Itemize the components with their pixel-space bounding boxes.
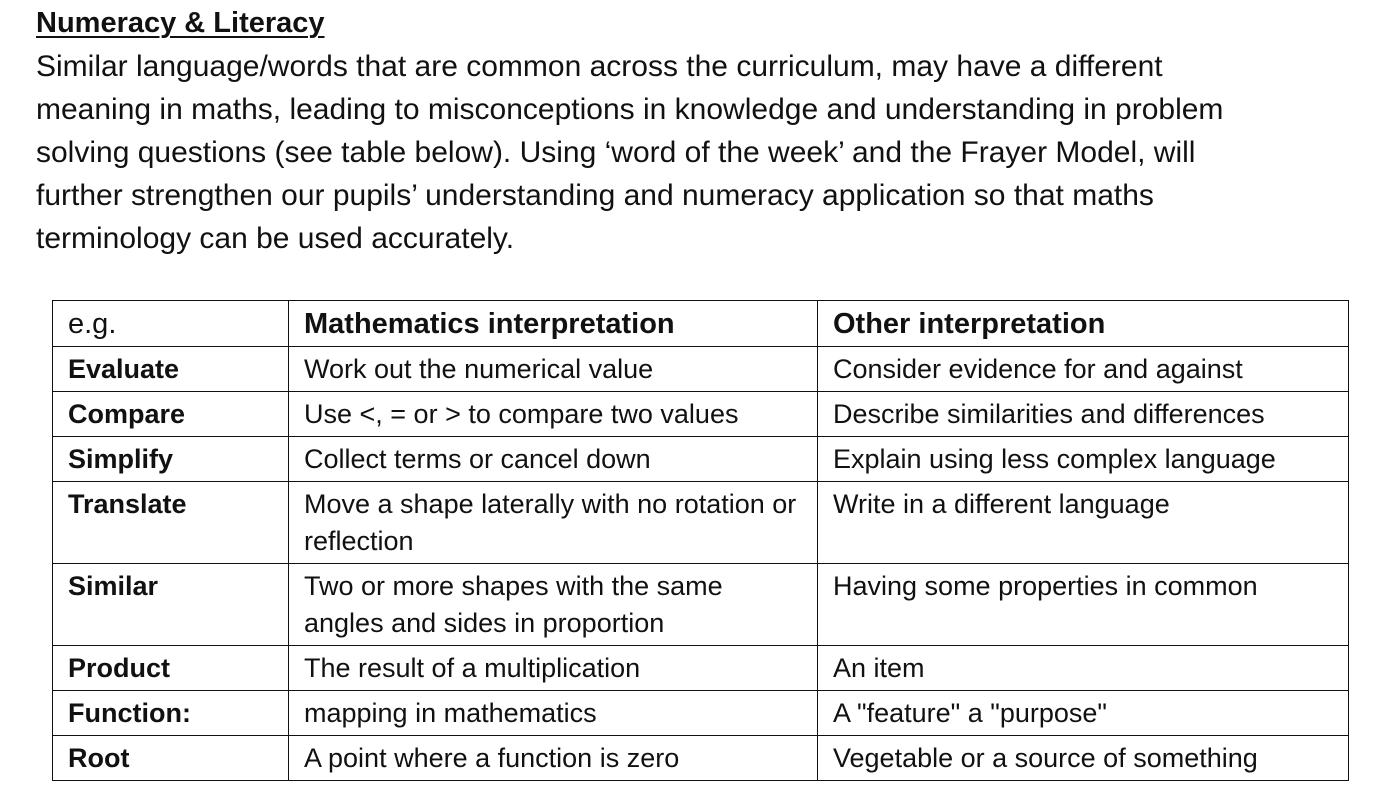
- header-example: e.g.: [53, 301, 289, 347]
- table-row: [53, 392, 1349, 437]
- term-cell: Similar: [53, 564, 289, 646]
- other-meaning-cell: Explain using less complex language: [818, 437, 1349, 482]
- table-row: [53, 691, 1349, 736]
- other-meaning-cell: Having some properties in common: [818, 564, 1349, 646]
- intro-line: meaning in maths, leading to misconceptions in knowledge and understanding in problem: [36, 93, 1224, 126]
- other-meaning-cell: Consider evidence for and against: [818, 347, 1349, 392]
- term-cell: Translate: [53, 482, 289, 564]
- math-meaning-cell: Move a shape laterally with no rotation or reflection: [289, 482, 818, 564]
- document-body: [36, 4, 1366, 260]
- table-row: [53, 347, 1349, 392]
- math-meaning-cell: Use <, = or > to compare two values: [289, 392, 818, 437]
- math-meaning-cell: A point where a function is zero: [289, 736, 818, 781]
- intro-line: terminology can be used accurately.: [36, 222, 515, 255]
- math-meaning-cell: Collect terms or cancel down: [289, 437, 818, 482]
- header-math-interpretation: Mathematics interpretation: [289, 301, 818, 347]
- term-cell: Function:: [53, 691, 289, 736]
- other-meaning-cell: Vegetable or a source of something: [818, 736, 1349, 781]
- math-meaning-cell: The result of a multiplication: [289, 646, 818, 691]
- table-row: [53, 736, 1349, 781]
- math-meaning-cell: Two or more shapes with the same angles and sides in proportion: [289, 564, 818, 646]
- terms-table: [52, 300, 1349, 781]
- math-meaning-cell: mapping in mathematics: [289, 691, 818, 736]
- other-meaning-cell: Describe similarities and differences: [818, 392, 1349, 437]
- other-meaning-cell: A "feature" a "purpose": [818, 691, 1349, 736]
- intro-line: further strengthen our pupils’ understanding and numeracy application so that maths: [36, 179, 1154, 212]
- term-cell: Product: [53, 646, 289, 691]
- intro-paragraph: [36, 45, 1336, 260]
- math-meaning-cell: Work out the numerical value: [289, 347, 818, 392]
- header-other-interpretation: Other interpretation: [818, 301, 1349, 347]
- table-header-row: [53, 301, 1349, 347]
- term-cell: Root: [53, 736, 289, 781]
- other-meaning-cell: An item: [818, 646, 1349, 691]
- intro-line: solving questions (see table below). Using ‘word of the week’ and the Frayer Model, will: [36, 136, 1196, 169]
- intro-line: Similar language/words that are common across the curriculum, may have a different: [36, 50, 1163, 83]
- term-cell: Evaluate: [53, 347, 289, 392]
- term-cell: Compare: [53, 392, 289, 437]
- section-heading: Numeracy & Literacy: [36, 7, 325, 39]
- other-meaning-cell: Write in a different language: [818, 482, 1349, 564]
- table-row: [53, 437, 1349, 482]
- term-cell: Simplify: [53, 437, 289, 482]
- table-row: [53, 646, 1349, 691]
- table-row: [53, 564, 1349, 646]
- table-row: [53, 482, 1349, 564]
